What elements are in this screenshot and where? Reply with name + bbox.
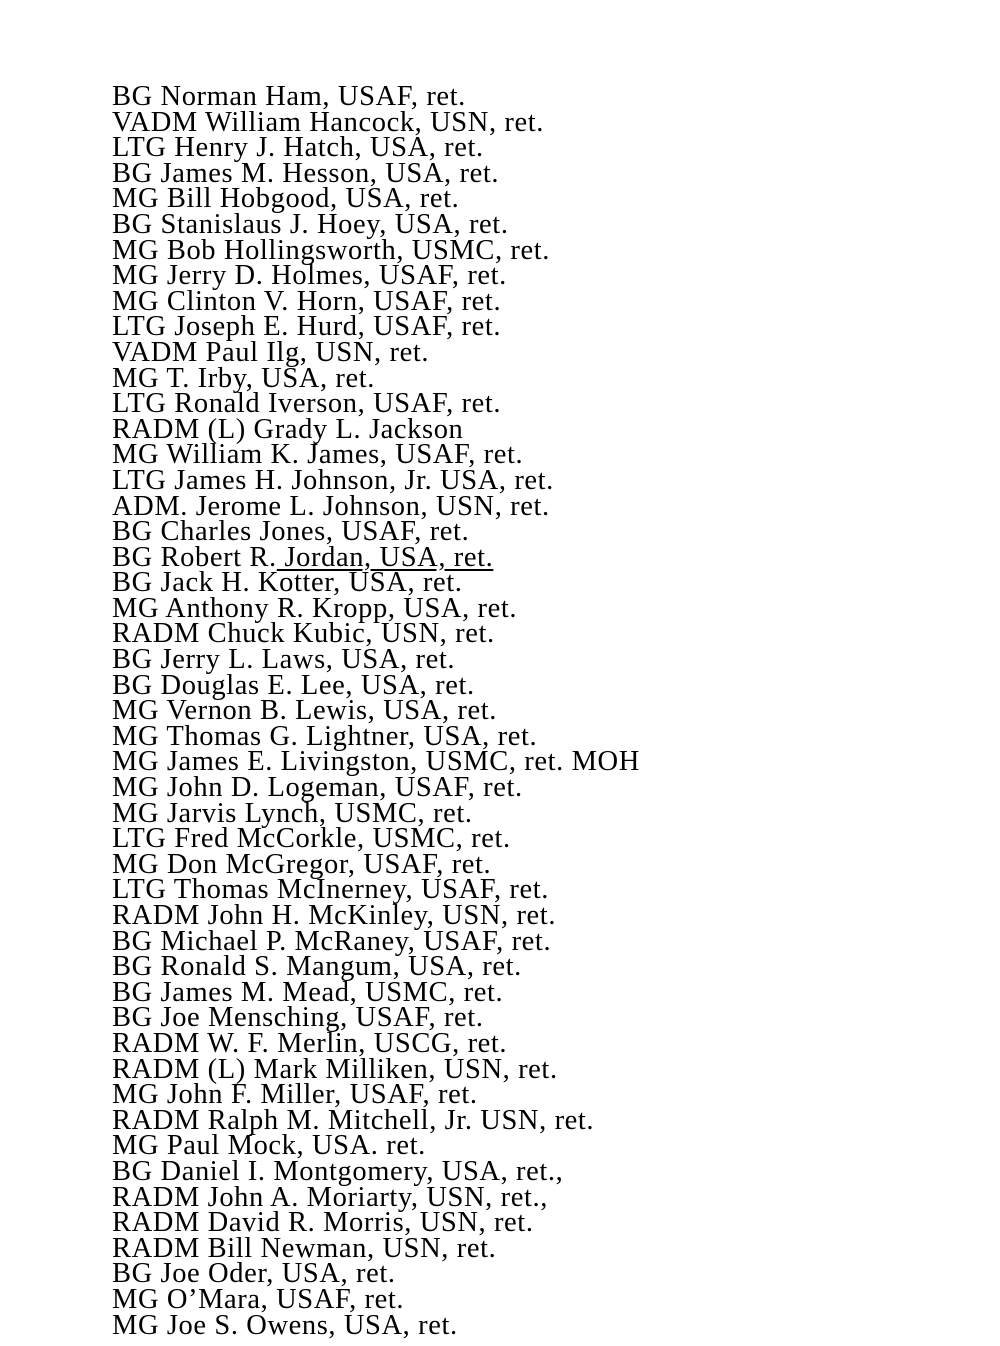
officer-name-text: RADM (L) Mark Milliken, USN, ret.: [112, 1053, 558, 1085]
officer-name-text: BG Stanislaus J. Hoey, USA, ret.: [112, 208, 509, 240]
officer-name-text: BG Michael P. McRaney, USAF, ret.: [112, 925, 552, 957]
officer-name-text: MG Joe S. Owens, USA, ret.: [112, 1309, 458, 1341]
officer-name-text: BG James M. Mead, USMC, ret.: [112, 976, 504, 1008]
officer-name-text: RADM W. F. Merlin, USCG, ret.: [112, 1027, 508, 1059]
officer-name-text: MG Don McGregor, USAF, ret.: [112, 848, 492, 880]
officer-name-text: MG Clinton V. Horn, USAF, ret.: [112, 285, 502, 317]
officer-name-text: MG Bill Hobgood, USA, ret.: [112, 183, 460, 215]
officer-name-text: BG Joe Oder, USA, ret.: [112, 1258, 396, 1290]
officer-name-text: LTG Ronald Iverson, USAF, ret.: [112, 388, 502, 420]
officer-name-text: MG Jerry D. Holmes, USAF, ret.: [112, 260, 507, 292]
officer-name-text: BG Charles Jones, USAF, ret.: [112, 516, 470, 548]
officer-name-text: LTG Fred McCorkle, USMC, ret.: [112, 823, 511, 855]
officer-name-text: RADM (L) Grady L. Jackson: [112, 413, 464, 445]
officer-name-text: MG William K. James, USAF, ret.: [112, 439, 524, 471]
officer-name-text: MG Thomas G. Lightner, USA, ret.: [112, 720, 538, 752]
officer-name-text: LTG Joseph E. Hurd, USAF, ret.: [112, 311, 502, 343]
officer-name-text: LTG Henry J. Hatch, USA, ret.: [112, 132, 484, 164]
officer-name-text: VADM Paul Ilg, USN, ret.: [112, 336, 430, 368]
officer-name-text: RADM David R. Morris, USN, ret.: [112, 1207, 534, 1239]
officer-name-text: RADM John A. Moriarty, USN, ret.,: [112, 1181, 548, 1213]
officer-name-text: RADM Bill Newman, USN, ret.: [112, 1232, 497, 1264]
officer-name-text: RADM Ralph M. Mitchell, Jr. USN, ret.: [112, 1104, 595, 1136]
officer-name-text: BG James M. Hesson, USA, ret.: [112, 157, 500, 189]
officer-name-text: MG Bob Hollingsworth, USMC, ret.: [112, 234, 551, 266]
officer-name-text: MG Anthony R. Kropp, USA, ret.: [112, 592, 518, 624]
officer-name-text: BG Daniel I. Montgomery, USA, ret.,: [112, 1155, 564, 1187]
officer-name-text: BG Ronald S. Mangum, USA, ret.: [112, 951, 522, 983]
officer-name-text: MG James E. Livingston, USMC, ret. MOH: [112, 746, 640, 778]
officer-name-text: MG O’Mara, USAF, ret.: [112, 1283, 405, 1315]
officer-name-text: BG Joe Mensching, USAF, ret.: [112, 1002, 484, 1034]
underlined-text: Jordan, USA, ret.: [276, 541, 494, 573]
officer-name-text: MG Paul Mock, USA. ret.: [112, 1130, 426, 1162]
officer-name-text: MG Jarvis Lynch, USMC, ret.: [112, 797, 473, 829]
officer-name-text: MG Vernon B. Lewis, USA, ret.: [112, 695, 497, 727]
officer-name-text: ADM. Jerome L. Johnson, USN, ret.: [112, 490, 550, 522]
officer-name-line: [112, 1309, 640, 1341]
officer-name-text: BG Jack H. Kotter, USA, ret.: [112, 567, 463, 599]
officer-name-text: LTG Thomas McInerney, USAF, ret.: [112, 874, 549, 906]
officer-name-text: MG T. Irby, USA, ret.: [112, 362, 376, 394]
officer-name-text: RADM John H. McKinley, USN, ret.: [112, 900, 557, 931]
officer-name-text: MG John D. Logeman, USAF, ret.: [112, 772, 523, 804]
officer-name-text: BG Jerry L. Laws, USA, ret.: [112, 644, 456, 676]
officer-name-list: [112, 81, 640, 1341]
officer-name-text: BG Robert R.: [112, 541, 277, 573]
officer-name-text: BG Norman Ham, USAF, ret.: [112, 81, 466, 112]
officer-name-text: VADM William Hancock, USN, ret.: [112, 106, 544, 138]
officer-name-text: RADM Chuck Kubic, USN, ret.: [112, 618, 495, 650]
officer-name-text: MG John F. Miller, USAF, ret.: [112, 1079, 478, 1111]
officer-name-text: BG Douglas E. Lee, USA, ret.: [112, 669, 475, 701]
officer-name-text: LTG James H. Johnson, Jr. USA, ret.: [112, 464, 554, 496]
